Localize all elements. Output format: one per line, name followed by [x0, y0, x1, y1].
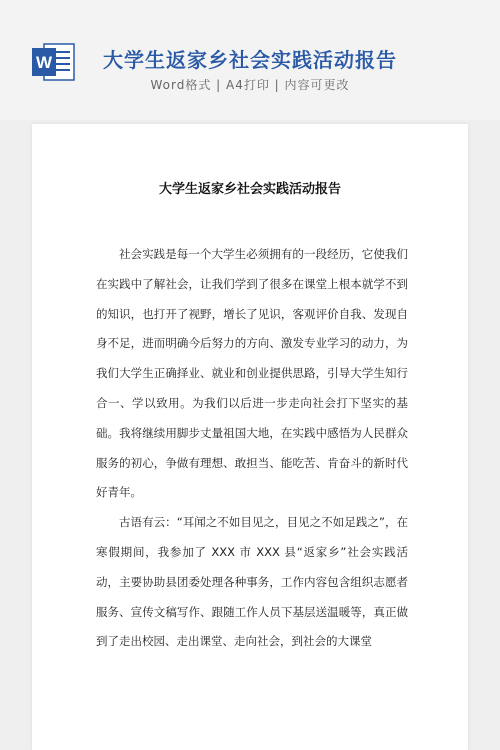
document-title: 大学生返家乡社会实践活动报告	[158, 182, 341, 197]
header-title: 大学生返家乡社会实践活动报告	[103, 48, 397, 72]
header-subtitle: Word格式 | A4打印 | 内容可更改	[150, 78, 350, 92]
document-body	[96, 240, 408, 657]
page-header	[0, 0, 500, 120]
paragraph-1: 社会实践是每一个大学生必须拥有的一段经历，它使我们在实践中了解社会，让我们学到了很多在课堂上根本就学不到的知识，也打开了视野，增长了见识，客观评价自我、发现自身不足，进而明确今后努力的方向、激发专业学习的动力，为我们大学生正确择业、就业和创业提供思路，引导大学生知行合一、学以致用。为我们以后进一步走向社会打下坚实的基础。我将继续用脚步丈量祖国大地，在实践中感悟为人民群众服务的初心，争做有理想、敢担当、能吃苦、肯奋斗的新时代好青年。	[96, 247, 408, 500]
document-page	[32, 124, 468, 750]
paragraph-2: 古语有云：“耳闻之不如目见之，目见之不如足践之”，在寒假期间，我参加了 XXX 市 XXX 县“返家乡”社会实践活动，主要协助县团委处理各种事务，工作内容包含组织志愿者服务、宣传文稿写作、跟随工作人员下基层送温暖等，真正做到了走出校园、走出课堂、走向社会，到社会的大课堂	[96, 515, 408, 649]
word-icon-letter: W	[35, 53, 53, 72]
